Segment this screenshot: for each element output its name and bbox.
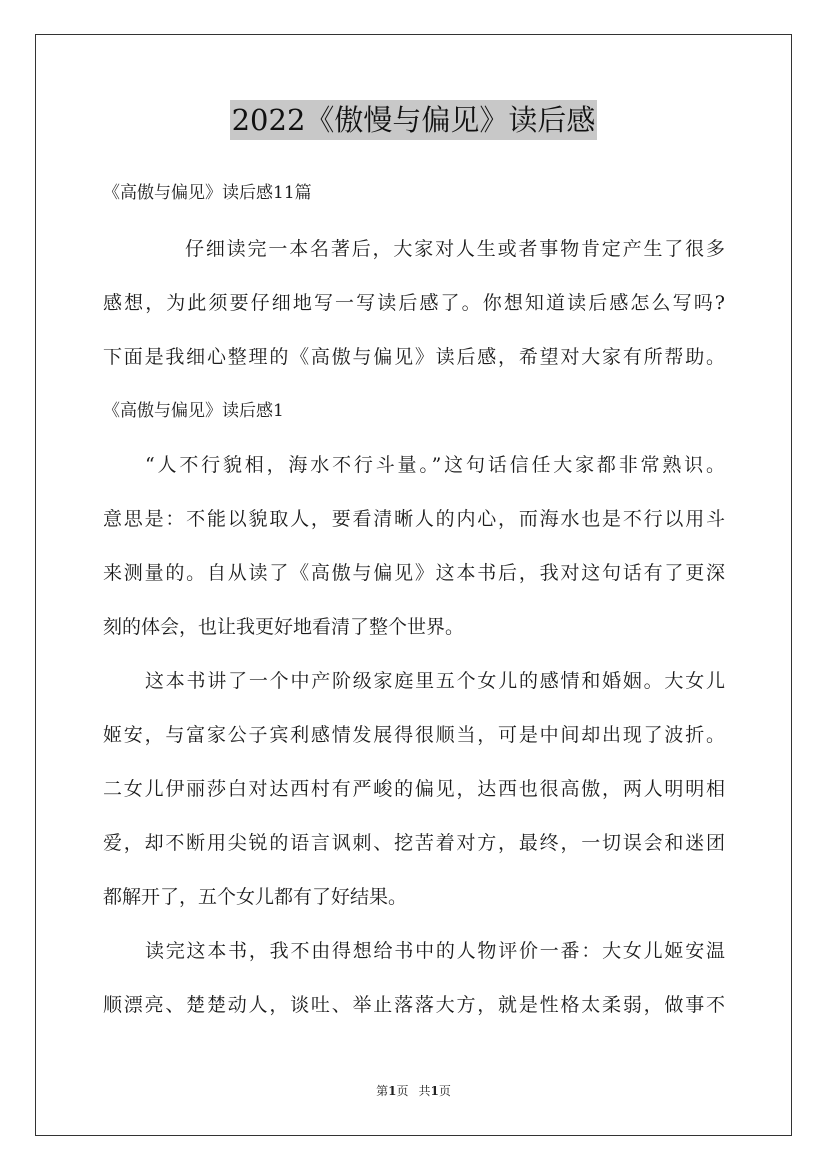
paragraph-1-line-2: 意思是：不能以貌取人，要看清晰人的内心，而海水也是不行以用斗	[103, 508, 725, 530]
intro-line-1: 仔细读完一本名著后，大家对人生或者事物肯定产生了很多	[185, 238, 725, 260]
footer-page-mid: 页	[396, 1084, 409, 1098]
paragraph-1-line-3: 来测量的。自从读了《高傲与偏见》这本书后，我对这句话有了更深	[103, 562, 725, 584]
paragraph-3-line-1: 读完这本书，我不由得想给书中的人物评价一番：大女儿姬安温	[145, 940, 725, 962]
document-subtitle: 《高傲与偏见》读后感11篇	[103, 183, 312, 203]
document-title: 2022《傲慢与偏见》读后感	[230, 100, 598, 140]
paragraph-2-line-3: 二女儿伊丽莎白对达西村有严峻的偏见，达西也很高傲，两人明明相	[103, 778, 725, 800]
footer-total-suffix: 页	[438, 1084, 451, 1098]
footer-total-prefix: 共	[418, 1084, 431, 1098]
footer-page-total: 1	[430, 1084, 439, 1098]
title-container	[0, 100, 827, 140]
section-heading: 《高傲与偏见》读后感1	[103, 401, 284, 421]
page-footer	[0, 1082, 827, 1100]
intro-line-2: 感想，为此须要仔细地写一写读后感了。你想知道读后感怎么写吗?	[103, 292, 725, 314]
paragraph-1-line-1: “人不行貌相，海水不行斗量。”这句话信任大家都非常熟识。	[145, 454, 725, 476]
paragraph-3-line-2: 顺漂亮、楚楚动人，谈吐、举止落落大方，就是性格太柔弱，做事不	[103, 994, 725, 1016]
footer-page-current: 1	[388, 1084, 397, 1098]
paragraph-2-line-1: 这本书讲了一个中产阶级家庭里五个女儿的感情和婚姻。大女儿	[145, 670, 725, 692]
footer-page-prefix: 第	[376, 1084, 389, 1098]
intro-line-3: 下面是我细心整理的《高傲与偏见》读后感，希望对大家有所帮助。	[103, 346, 725, 368]
paragraph-2-line-4: 爱，却不断用尖锐的语言讽刺、挖苦着对方，最终，一切误会和迷团	[103, 832, 725, 854]
paragraph-2-line-2: 姬安，与富家公子宾利感情发展得很顺当，可是中间却出现了波折。	[103, 724, 725, 746]
paragraph-2-line-5: 都解开了，五个女儿都有了好结果。	[103, 886, 408, 908]
paragraph-1-line-4: 刻的体会，也让我更好地看清了整个世界。	[103, 616, 465, 638]
